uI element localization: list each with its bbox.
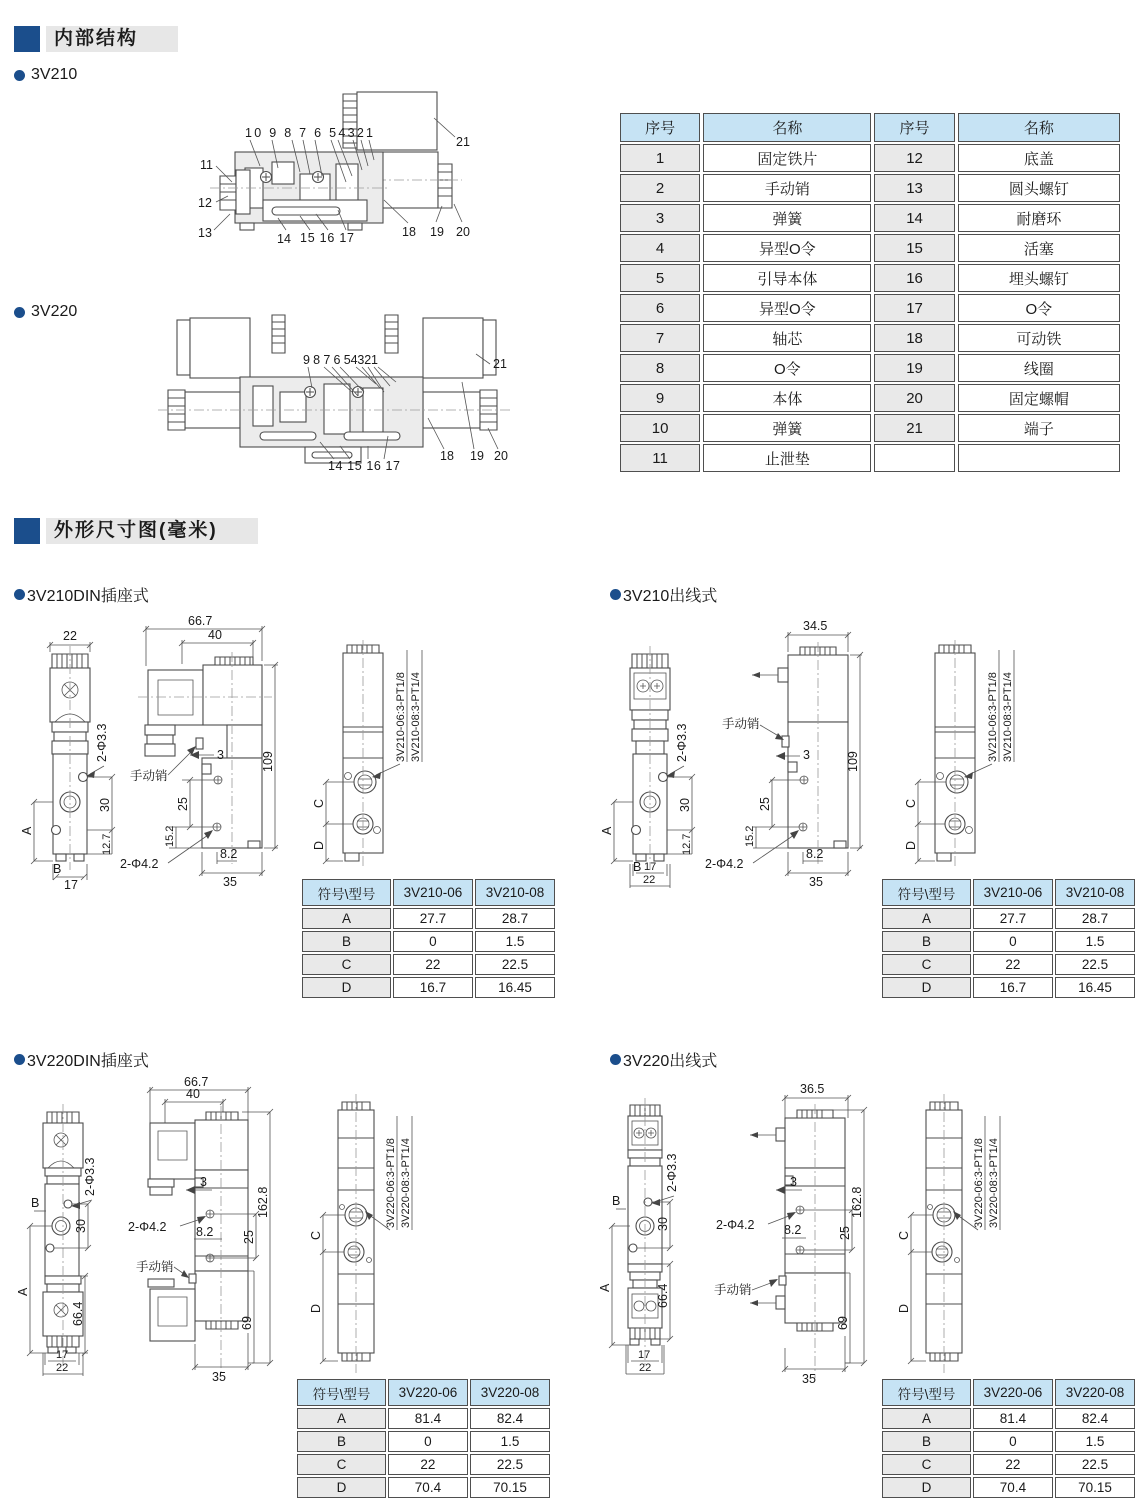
table-cell: A xyxy=(882,908,971,929)
table-cell: 22.5 xyxy=(470,1454,550,1475)
table-cell: 手动销 xyxy=(703,174,871,202)
svg-text:22: 22 xyxy=(56,1362,69,1374)
svg-text:B: B xyxy=(612,1194,621,1208)
table-row xyxy=(882,954,1135,975)
svg-text:12.7: 12.7 xyxy=(101,833,113,855)
column-header: 3V210-06 xyxy=(393,879,473,906)
svg-text:25: 25 xyxy=(242,1230,256,1244)
table-row xyxy=(882,1454,1135,1475)
svg-text:35: 35 xyxy=(223,875,237,889)
table-cell: 22 xyxy=(973,1454,1053,1475)
svg-text:25: 25 xyxy=(758,797,772,811)
v220-internal-drawing xyxy=(128,296,558,486)
dim-table-3v210-din xyxy=(300,877,557,1000)
svg-text:25: 25 xyxy=(838,1226,852,1240)
table-row xyxy=(620,144,1120,172)
table-cell: 异型O令 xyxy=(703,294,871,322)
parts-table xyxy=(617,111,1123,474)
table-header-row xyxy=(620,113,1120,142)
table-cell: 引导本体 xyxy=(703,264,871,292)
svg-text:2-Φ4.2: 2-Φ4.2 xyxy=(716,1218,755,1232)
svg-text:30: 30 xyxy=(98,798,112,812)
bullet-icon xyxy=(610,589,621,600)
group-title-g3 xyxy=(14,1048,149,1071)
callout-18: 18 xyxy=(402,225,416,239)
callout-19: 19 xyxy=(430,225,444,239)
table-cell: O令 xyxy=(703,354,871,382)
table-cell: 弹簧 xyxy=(703,204,871,232)
svg-text:A: A xyxy=(16,1287,30,1296)
table-cell: 异型O令 xyxy=(703,234,871,262)
table-cell: 70.15 xyxy=(1055,1477,1135,1498)
svg-text:8.2: 8.2 xyxy=(806,847,824,861)
svg-text:3V210-06:3-PT1/8: 3V210-06:3-PT1/8 xyxy=(395,672,407,762)
svg-text:3V210-08:3-PT1/4: 3V210-08:3-PT1/4 xyxy=(410,672,422,762)
svg-text:手动销: 手动销 xyxy=(714,1283,752,1297)
table-cell: 1.5 xyxy=(475,931,555,952)
bullet-icon xyxy=(610,1054,621,1065)
table-row xyxy=(620,384,1120,412)
svg-text:3: 3 xyxy=(790,1175,797,1189)
table-cell: 15 xyxy=(874,234,954,262)
svg-text:2-Φ4.2: 2-Φ4.2 xyxy=(705,857,744,871)
table-cell: 22 xyxy=(973,954,1053,975)
svg-text:3: 3 xyxy=(217,748,224,762)
table-cell: 19 xyxy=(874,354,954,382)
table-cell: 圆头螺钉 xyxy=(958,174,1120,202)
table-cell: 17 xyxy=(874,294,954,322)
svg-text:66.7: 66.7 xyxy=(184,1075,209,1089)
column-header: 3V210-08 xyxy=(475,879,555,906)
table-cell: 12 xyxy=(874,144,954,172)
bullet-icon xyxy=(14,307,25,318)
table-cell: B xyxy=(882,1431,971,1452)
svg-text:22: 22 xyxy=(63,629,77,643)
g1-dimension-drawing xyxy=(20,612,565,892)
column-header: 名称 xyxy=(703,113,871,142)
table-cell: 22.5 xyxy=(1055,954,1135,975)
svg-text:35: 35 xyxy=(802,1372,816,1386)
svg-text:B: B xyxy=(31,1196,40,1210)
table-row xyxy=(620,444,1120,472)
svg-text:109: 109 xyxy=(261,751,275,772)
table-row xyxy=(620,414,1120,442)
svg-text:手动销: 手动销 xyxy=(130,769,168,783)
table-cell: 22.5 xyxy=(475,954,555,975)
table-cell: 28.7 xyxy=(475,908,555,929)
svg-text:35: 35 xyxy=(212,1370,226,1384)
svg-text:2-Φ3.3: 2-Φ3.3 xyxy=(675,723,689,762)
table-cell: 16 xyxy=(874,264,954,292)
svg-text:36.5: 36.5 xyxy=(800,1082,825,1096)
section-header-dimensions xyxy=(14,518,258,544)
callout-20: 20 xyxy=(456,225,470,239)
table-cell: 2 xyxy=(620,174,700,202)
section-marker-icon xyxy=(14,26,40,52)
svg-text:162.8: 162.8 xyxy=(256,1186,270,1218)
table-row xyxy=(620,174,1120,202)
table-header-row xyxy=(302,879,555,906)
table-cell: 固定螺帽 xyxy=(958,384,1120,412)
table-cell: 70.15 xyxy=(470,1477,550,1498)
table-cell: 82.4 xyxy=(470,1408,550,1429)
table-cell: D xyxy=(882,977,971,998)
table-cell: 4 xyxy=(620,234,700,262)
table-row xyxy=(882,1477,1135,1498)
callout-11: 11 xyxy=(200,158,213,172)
svg-text:C: C xyxy=(312,798,326,808)
table-cell xyxy=(874,444,954,472)
table-cell: 16.7 xyxy=(393,977,473,998)
table-cell: B xyxy=(297,1431,386,1452)
svg-text:17: 17 xyxy=(644,861,657,873)
svg-text:22: 22 xyxy=(643,874,656,886)
svg-text:12.7: 12.7 xyxy=(681,833,693,855)
table-cell: 16.45 xyxy=(475,977,555,998)
svg-text:B: B xyxy=(633,860,642,874)
table-row xyxy=(302,977,555,998)
svg-text:30: 30 xyxy=(678,798,692,812)
svg-text:A: A xyxy=(600,826,614,835)
section-title: 外形尺寸图(毫米) xyxy=(46,518,258,544)
table-cell: 止泄垫 xyxy=(703,444,871,472)
table-row xyxy=(297,1408,550,1429)
dim-table-3v220-wire xyxy=(880,1377,1137,1500)
table-cell: A xyxy=(302,908,391,929)
table-row xyxy=(620,294,1120,322)
svg-text:3: 3 xyxy=(200,1175,207,1189)
table-cell: A xyxy=(882,1408,971,1429)
table-cell: D xyxy=(882,1477,971,1498)
table-cell: D xyxy=(302,977,391,998)
svg-text:15.2: 15.2 xyxy=(164,825,176,847)
svg-text:69: 69 xyxy=(836,1316,850,1330)
table-cell: 13 xyxy=(874,174,954,202)
callout-19: 19 xyxy=(470,449,484,463)
table-cell: 0 xyxy=(388,1431,468,1452)
callout-151617: 15 16 17 xyxy=(300,231,354,245)
table-row xyxy=(620,234,1120,262)
model-heading-3v210 xyxy=(14,66,77,84)
svg-text:D: D xyxy=(904,840,918,850)
table-row xyxy=(882,977,1135,998)
table-cell: D xyxy=(297,1477,386,1498)
group-label: 3V220出线式 xyxy=(623,1053,718,1070)
table-row xyxy=(620,354,1120,382)
table-cell: 3 xyxy=(620,204,700,232)
svg-text:66.7: 66.7 xyxy=(188,614,213,628)
table-cell: 1 xyxy=(620,144,700,172)
svg-text:162.8: 162.8 xyxy=(850,1186,864,1218)
group-title-g2 xyxy=(610,583,717,606)
table-cell: C xyxy=(882,1454,971,1475)
column-header: 序号 xyxy=(620,113,700,142)
callout-21: 21 xyxy=(493,357,507,371)
table-cell: 线圈 xyxy=(958,354,1120,382)
callout-12: 12 xyxy=(198,196,212,210)
column-header: 符号\型号 xyxy=(302,879,391,906)
table-cell: 20 xyxy=(874,384,954,412)
model-label: 3V220 xyxy=(31,303,78,320)
table-cell: 22.5 xyxy=(1055,1454,1135,1475)
table-row xyxy=(302,908,555,929)
svg-text:A: A xyxy=(598,1283,612,1292)
svg-text:3V210-06:3-PT1/8: 3V210-06:3-PT1/8 xyxy=(987,672,999,762)
table-cell: C xyxy=(297,1454,386,1475)
table-cell: 70.4 xyxy=(388,1477,468,1498)
table-row xyxy=(297,1454,550,1475)
bullet-icon xyxy=(14,589,25,600)
table-cell: 1.5 xyxy=(1055,1431,1135,1452)
table-cell: 0 xyxy=(973,931,1053,952)
table-cell: 1.5 xyxy=(1055,931,1135,952)
table-cell: O令 xyxy=(958,294,1120,322)
table-row xyxy=(620,324,1120,352)
section-marker-icon xyxy=(14,518,40,544)
callout-numbers: 10 9 8 7 6 54321 xyxy=(245,126,373,140)
table-cell: B xyxy=(302,931,391,952)
table-row xyxy=(302,931,555,952)
table-cell: 21 xyxy=(874,414,954,442)
group-label: 3V210出线式 xyxy=(623,588,718,605)
svg-text:2-Φ4.2: 2-Φ4.2 xyxy=(128,1220,167,1234)
table-cell: 27.7 xyxy=(973,908,1053,929)
v210-internal-drawing xyxy=(150,80,535,280)
table-cell: 1.5 xyxy=(470,1431,550,1452)
table-cell: 82.4 xyxy=(1055,1408,1135,1429)
model-label: 3V210 xyxy=(31,66,78,83)
table-cell: 弹簧 xyxy=(703,414,871,442)
table-row xyxy=(882,1431,1135,1452)
svg-text:35: 35 xyxy=(809,875,823,889)
svg-text:C: C xyxy=(309,1230,323,1240)
column-header: 3V220-06 xyxy=(973,1379,1053,1406)
svg-text:3V220-06:3-PT1/8: 3V220-06:3-PT1/8 xyxy=(385,1138,397,1228)
table-header-row xyxy=(882,1379,1135,1406)
table-row xyxy=(882,931,1135,952)
table-cell: 18 xyxy=(874,324,954,352)
group-label: 3V210DIN插座式 xyxy=(27,588,149,605)
svg-text:A: A xyxy=(20,826,34,835)
svg-text:8.2: 8.2 xyxy=(196,1225,214,1239)
table-cell: 0 xyxy=(973,1431,1053,1452)
table-cell: 轴芯 xyxy=(703,324,871,352)
table-cell: 28.7 xyxy=(1055,908,1135,929)
section-header-internal xyxy=(14,26,178,52)
callout-13: 13 xyxy=(198,226,212,240)
callout-20: 20 xyxy=(494,449,508,463)
svg-text:8.2: 8.2 xyxy=(220,847,238,861)
svg-text:2-Φ3.3: 2-Φ3.3 xyxy=(83,1157,97,1196)
g4-dimension-drawing xyxy=(600,1078,1140,1388)
table-cell: 9 xyxy=(620,384,700,412)
callout-21: 21 xyxy=(456,135,470,149)
model-heading-3v220 xyxy=(14,303,77,321)
svg-text:3V220-06:3-PT1/8: 3V220-06:3-PT1/8 xyxy=(973,1138,985,1228)
svg-text:25: 25 xyxy=(176,797,190,811)
table-cell: 7 xyxy=(620,324,700,352)
table-cell: 22 xyxy=(393,954,473,975)
svg-text:手动销: 手动销 xyxy=(136,1260,174,1274)
column-header: 3V220-08 xyxy=(470,1379,550,1406)
svg-text:40: 40 xyxy=(208,628,222,642)
table-cell: 可动铁 xyxy=(958,324,1120,352)
table-header-row xyxy=(882,879,1135,906)
table-row xyxy=(297,1477,550,1498)
table-cell: 81.4 xyxy=(388,1408,468,1429)
column-header: 符号\型号 xyxy=(882,1379,971,1406)
table-cell: C xyxy=(882,954,971,975)
svg-text:D: D xyxy=(312,840,326,850)
svg-text:3V220-08:3-PT1/4: 3V220-08:3-PT1/4 xyxy=(400,1138,412,1228)
svg-text:69: 69 xyxy=(240,1316,254,1330)
column-header: 符号\型号 xyxy=(882,879,971,906)
table-cell: 底盖 xyxy=(958,144,1120,172)
svg-text:2-Φ3.3: 2-Φ3.3 xyxy=(95,723,109,762)
table-row xyxy=(882,908,1135,929)
table-row xyxy=(302,954,555,975)
svg-text:15.2: 15.2 xyxy=(744,825,756,847)
svg-text:34.5: 34.5 xyxy=(803,619,828,633)
svg-text:109: 109 xyxy=(846,751,860,772)
svg-text:17: 17 xyxy=(56,1349,69,1361)
table-cell: 70.4 xyxy=(973,1477,1053,1498)
svg-text:手动销: 手动销 xyxy=(722,717,760,731)
bullet-icon xyxy=(14,70,25,81)
callout-14151617: 14 15 16 17 xyxy=(328,459,400,473)
column-header: 3V210-08 xyxy=(1055,879,1135,906)
table-cell: 耐磨环 xyxy=(958,204,1120,232)
dim-table-3v210-wire xyxy=(880,877,1137,1000)
table-cell: 16.7 xyxy=(973,977,1053,998)
svg-text:3V220-08:3-PT1/4: 3V220-08:3-PT1/4 xyxy=(988,1138,1000,1228)
dim-table-3v220-din xyxy=(295,1377,552,1500)
svg-text:22: 22 xyxy=(639,1362,652,1374)
table-cell: 固定铁片 xyxy=(703,144,871,172)
group-title-g1 xyxy=(14,583,149,606)
table-row xyxy=(620,204,1120,232)
bullet-icon xyxy=(14,1054,25,1065)
g3-dimension-drawing xyxy=(16,1075,565,1388)
callout-14: 14 xyxy=(277,232,291,246)
table-cell: B xyxy=(882,931,971,952)
table-cell: 本体 xyxy=(703,384,871,412)
table-cell: 端子 xyxy=(958,414,1120,442)
svg-text:17: 17 xyxy=(64,878,78,892)
svg-text:66.4: 66.4 xyxy=(71,1301,85,1326)
table-cell: 14 xyxy=(874,204,954,232)
svg-text:8.2: 8.2 xyxy=(784,1223,802,1237)
svg-text:3: 3 xyxy=(803,748,810,762)
column-header: 3V210-06 xyxy=(973,879,1053,906)
svg-text:B: B xyxy=(53,862,62,876)
table-cell: 8 xyxy=(620,354,700,382)
column-header: 名称 xyxy=(958,113,1120,142)
table-cell: 22 xyxy=(388,1454,468,1475)
table-cell: 5 xyxy=(620,264,700,292)
table-cell: 10 xyxy=(620,414,700,442)
svg-text:C: C xyxy=(897,1230,911,1240)
table-cell xyxy=(958,444,1120,472)
callout-18: 18 xyxy=(440,449,454,463)
svg-text:C: C xyxy=(904,798,918,808)
callout-numbers: 9 8 7 6 54321 xyxy=(303,353,378,367)
table-row xyxy=(297,1431,550,1452)
column-header: 符号\型号 xyxy=(297,1379,386,1406)
table-cell: A xyxy=(297,1408,386,1429)
table-cell: 11 xyxy=(620,444,700,472)
svg-text:17: 17 xyxy=(638,1349,651,1361)
table-cell: 27.7 xyxy=(393,908,473,929)
table-cell: 活塞 xyxy=(958,234,1120,262)
svg-text:2-Φ4.2: 2-Φ4.2 xyxy=(120,857,159,871)
table-cell: 16.45 xyxy=(1055,977,1135,998)
table-row xyxy=(620,264,1120,292)
svg-text:30: 30 xyxy=(656,1217,670,1231)
table-cell: 埋头螺钉 xyxy=(958,264,1120,292)
svg-text:D: D xyxy=(897,1303,911,1313)
table-cell: 6 xyxy=(620,294,700,322)
table-header-row xyxy=(297,1379,550,1406)
section-title: 内部结构 xyxy=(46,26,178,52)
svg-text:2-Φ3.3: 2-Φ3.3 xyxy=(665,1153,679,1192)
svg-text:D: D xyxy=(309,1303,323,1313)
column-header: 序号 xyxy=(874,113,954,142)
table-cell: C xyxy=(302,954,391,975)
table-cell: 81.4 xyxy=(973,1408,1053,1429)
table-row xyxy=(882,1408,1135,1429)
g2-dimension-drawing xyxy=(600,612,1140,892)
column-header: 3V220-06 xyxy=(388,1379,468,1406)
table-cell: 0 xyxy=(393,931,473,952)
svg-text:3V210-08:3-PT1/4: 3V210-08:3-PT1/4 xyxy=(1002,672,1014,762)
group-title-g4 xyxy=(610,1048,717,1071)
svg-text:30: 30 xyxy=(74,1219,88,1233)
group-label: 3V220DIN插座式 xyxy=(27,1053,149,1070)
svg-text:40: 40 xyxy=(186,1087,200,1101)
svg-text:66.4: 66.4 xyxy=(656,1283,670,1308)
column-header: 3V220-08 xyxy=(1055,1379,1135,1406)
